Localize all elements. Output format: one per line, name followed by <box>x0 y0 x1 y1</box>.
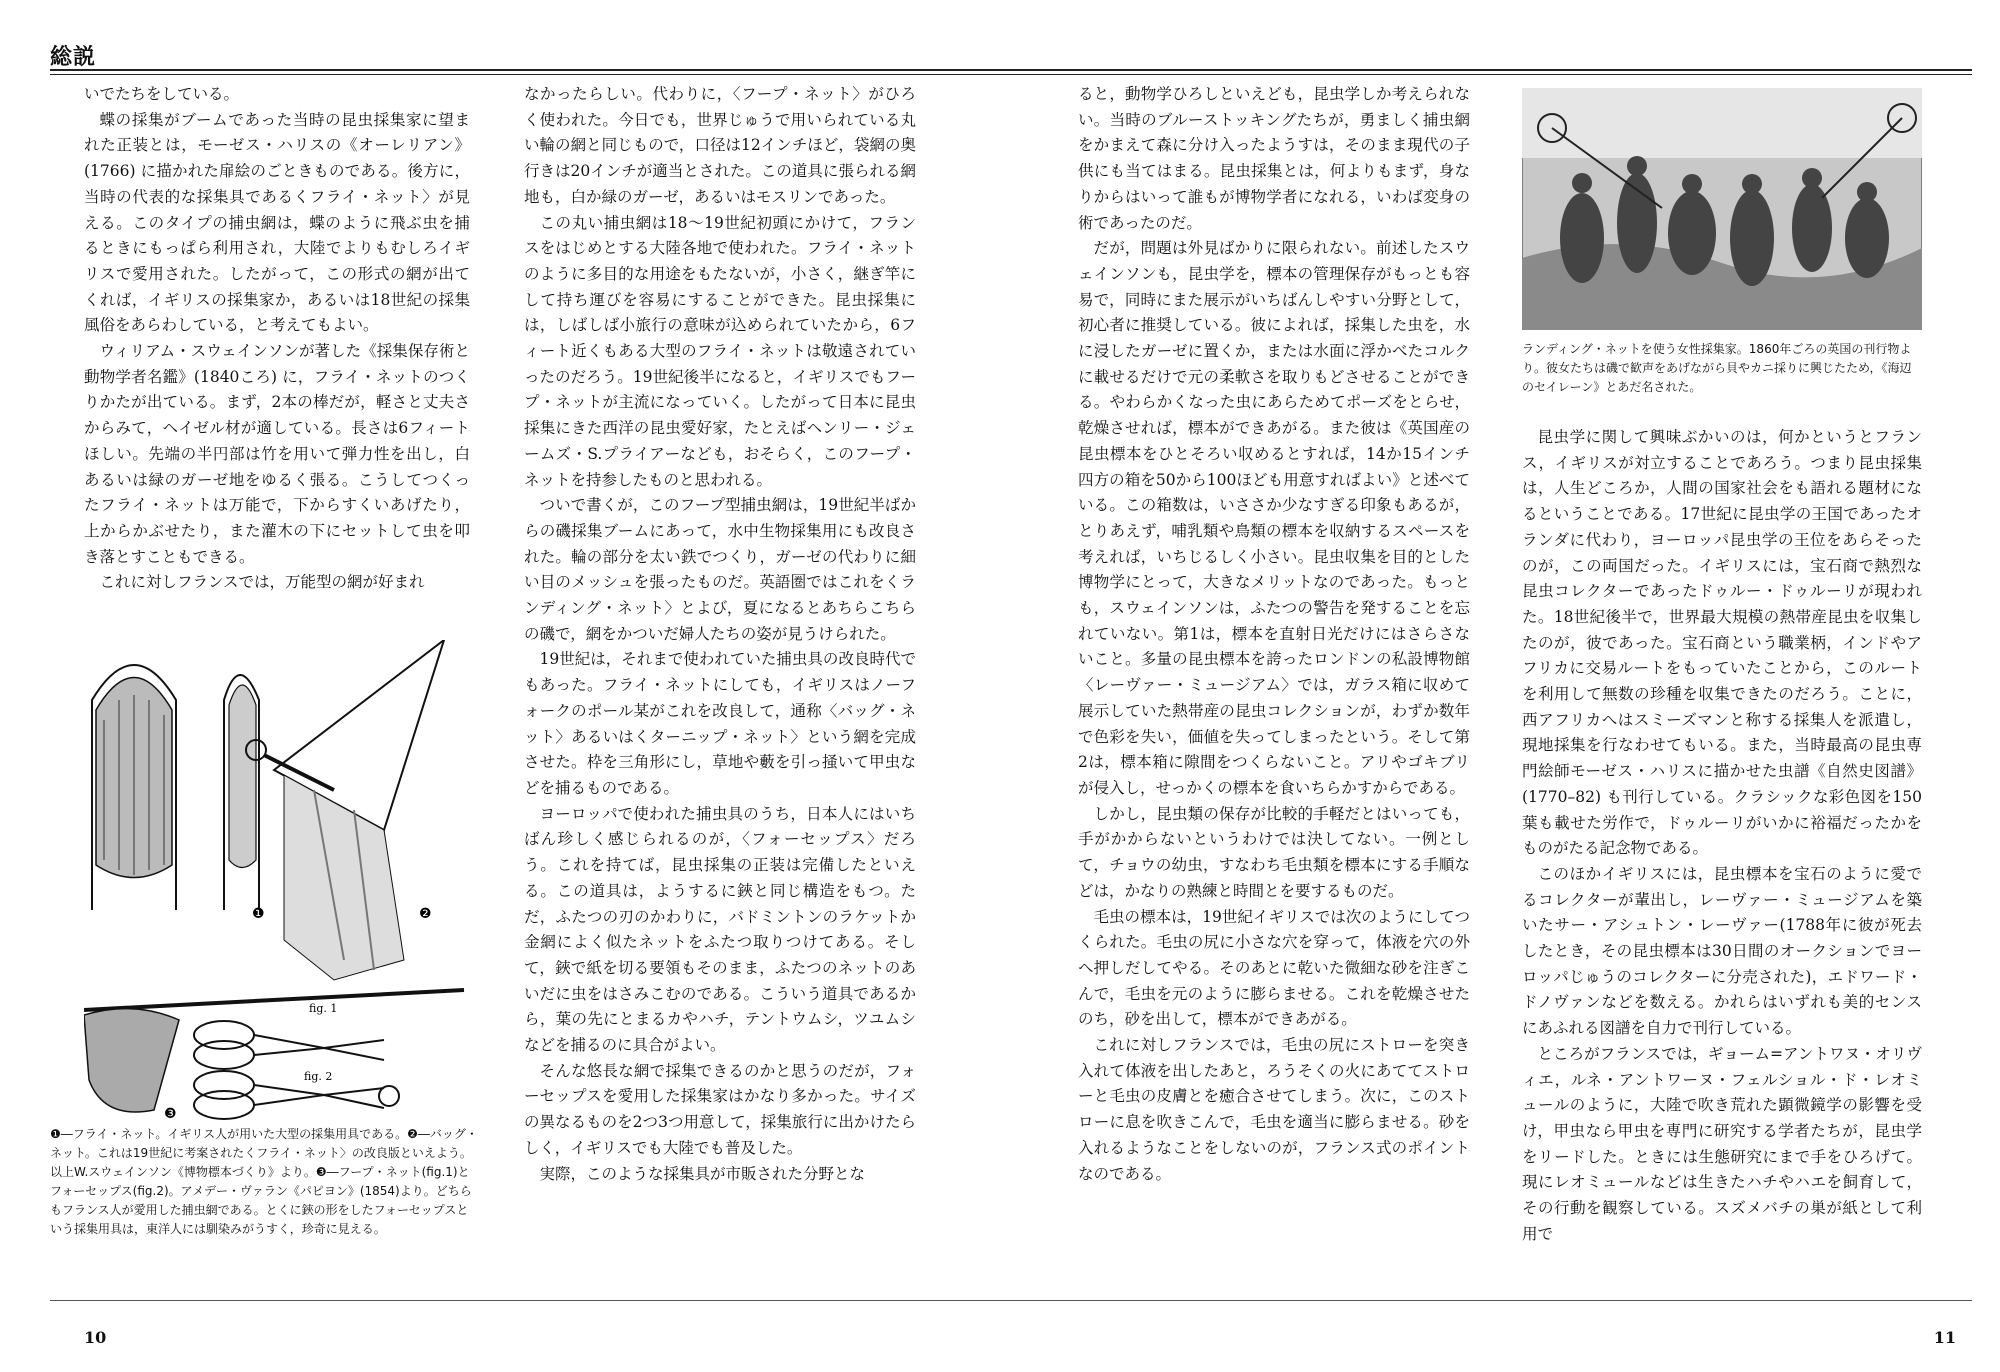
header-rule <box>50 69 1972 71</box>
fig1-label: fig. 1 <box>309 1002 338 1015</box>
figure-number-2: ❷ <box>419 906 432 922</box>
paragraph: ウィリアム・スウェインソンが著した《採集保存術と動物学者名鑑》(1840ころ) に，フライ・ネットのつくりかたが出ている。まず，2本の棒だが，軽さと丈夫さからみて，ヘイゼル材が適している。長さは6フィートほしい。先端の半円部は竹を用いて弾力性を出し，白あるいは緑のガーゼ地をゆるく張る。こうしてつくったフライ・ネットは万能で，下からすくいあげたり，上からかぶせたり，また灌木の下にセットして虫を叩き落とすこともできる。 <box>84 342 470 566</box>
header-rule-thin <box>50 74 1972 75</box>
column-1 <box>84 82 470 596</box>
paragraph: いでたちをしている。 <box>84 85 240 103</box>
paragraph: このほかイギリスには，昆虫標本を宝石のように愛でるコレクターが輩出し，レーヴァー・ミュージアムを築いたサー・アシュトン・レーヴァー(1788年に彼が死去したとき，その昆虫標本は30日間のオークションでヨーロッパじゅうのコレクターに分売された)，エドワード・ドノヴァンなどを数える。かれらはいずれも美的センスにあふれる図譜を自力で刊行している。 <box>1522 864 1922 1038</box>
figure-caption-left: ❶―フライ・ネット。イギリス人が用いた大型の採集用具である。❷―バッグ・ネット。これは19世紀に考案されたくフライ・ネット〉の改良版といえよう。以上W.スウェインソン《博物標本づくり》より。❸―フープ・ネット(fig.1)とフォーセップス(fig.2)。アメデー・ヴァラン《パピヨン》(1854)より。どちらもフランス人が愛用した捕虫網である。とくに鋏の形をしたフォーセップスという採集用具は，東洋人には馴染みがうすく，珍奇に見える。 <box>50 1127 478 1236</box>
paragraph: しかし，昆虫類の保存が比較的手軽だとはいっても，手がかからないというわけでは決してない。一例として，チョウの幼虫，すなわち毛虫類を標本にする手順などは，かなりの熟練と時間とを要するものだ。 <box>1078 804 1470 900</box>
paragraph: 19世紀は，それまで使われていた捕虫具の改良時代でもあった。フライ・ネットにしても，イギリスはノーフォークのポール某がこれを改良して，通称〈バッグ・ネット〉あるいはくターニップ・ネット〉という網を完成させた。枠を三角形にし，草地や藪を引っ掻いて甲虫などを捕るものである。 <box>524 650 916 797</box>
paragraph: 毛虫の標本は，19世紀イギリスでは次のようにしてつくられた。毛虫の尻に小さな穴を穿って，体液を穴の外へ押しだしてやる。そのあとに乾いた微細な砂を注ぎこんで，毛虫を元のように膨らませる。これを乾燥させたのち，砂を出して，標本ができあがる。 <box>1078 907 1470 1029</box>
figure-number-1: ❶ <box>252 906 265 922</box>
figure-number-3: ❸ <box>164 1106 177 1120</box>
paragraph: この丸い捕虫網は18～19世紀初頭にかけて，フランスをはじめとする大陸各地で使われた。フライ・ネットのように多目的な用途をもたないが，小さく，継ぎ竿にして持ち運びを容易にすることができた。昆虫採集には，しばしば小旅行の意味が込められていたから，6フィート近くもある大型のフライ・ネットは敬遠されていったのだろう。19世紀後半になると，イギリスでもフープ・ネットが主流になっていく。したがって日本に昆虫採集にきた西洋の昆虫愛好家，たとえばヘンリー・ジェームズ・S.プライアーなども，おそらく，このフープ・ネットを持参したものと思われる。 <box>524 213 916 489</box>
nets-illustration <box>84 640 484 1120</box>
figure-caption-right: ランディング・ネットを使う女性採集家。1860年ごろの英国の刊行物より。彼女たちは磯で歓声をあげながら貝やカニ採りに興じたため，《海辺のセイレーン》とあだ名された。 <box>1522 342 1912 394</box>
page-number-left: 10 <box>84 1328 107 1347</box>
fig2-label: fig. 2 <box>304 1070 333 1083</box>
paragraph: ヨーロッパで使われた捕虫具のうち，日本人にはいちばん珍しく感じられるのが，〈フォーセップス〉だろう。これを持てば，昆虫採集の正装は完備したといえる。この道具は，ようするに鋏と同じ構造をもつ。ただ，ふたつの刃のかわりに，バドミントンのラケットか金網によく似たネットをふたつ取りつけてある。そして，鋏で紙を切る要領もそのまま，ふたつのネットのあいだに虫をはさみこむのである。こういう道具であるから，葉の先にとまるカやハチ，テントウムシ，ツユムシなどを捕るのに具合がよい。 <box>524 804 916 1055</box>
paragraph: これに対しフランスでは，万能型の網が好まれ <box>99 573 425 592</box>
paragraph: ついで書くが，このフープ型捕虫網は，19世紀半ばからの磯採集ブームにあって，水中生物採集用にも改良された。輪の部分を太い鉄でつくり，ガーゼの代わりに細い目のメッシュを張ったものだ。英語圏ではこれをくランディング・ネット〉とよび，夏になるとあちらこちらの磯で，網をかついだ婦人たちの姿が見うけられた。 <box>524 496 916 643</box>
paragraph: だが，問題は外見ばかりに限られない。前述したスウェインソンも，昆虫学を，標本の管理保存がもっとも容易で，同時にまた展示がいちばんしやすい分野として，初心者に推奨している。彼によれば，採集した虫を，水に浸したガーゼに置くか，または水面に浮かべたコルクに載せるだけで元の柔軟さを取りもどさせることができる。やわらかくなった虫にあらためてポーズをとらせ，乾燥させれば，標本ができあがる。また彼は《英国産の昆虫標本をひとそろい収めるとすれば，14か15インチ四方の箱を50から100ほども用意すればよい》と述べている。この箱数は，いささか少なすぎる印象もあるが，とりあえず，哺乳類や鳥類の標本を収納するスペースを考えれば，いちじるしく小さい。昆虫収集を目的とした博物学にとって，大きなメリットなのであった。もっとも，スウェインソンは，ふたつの警告を発することを忘れていない。第1は，標本を直射日光だけにはさらさないこと。多量の昆虫標本を誇ったロンドンの私設博物館〈レーヴァー・ミュージアム〉では，ガラス箱に収めて展示していた熱帯産の昆虫コレクションが，わずか数年で色彩を失い，価値を失ってしまったという。そして第2は，標本箱に隙間をつくらないこと。アリやゴキブリが侵入し，せっかくの標本を食いちらかすからである。 <box>1078 239 1470 797</box>
paragraph: 蝶の採集がブームであった当時の昆虫採集家に望まれた正装とは，モーゼス・ハリスの《オーレリアン》(1766) に描かれた扉絵のごときものである。後方に，当時の代表的な採集具であるくフライ・ネット〉が見える。このタイプの捕虫網は，蝶のように飛ぶ虫を捕るときにもっぱら利用され，大陸でよりもむしろイギリスで愛用された。したがって，この形式の網が出てくれば，イギリスの採集家か，あるいは18世紀の採集風俗をあらわしている，と考えてもよい。 <box>84 110 470 335</box>
column-3 <box>1078 82 1470 1187</box>
column-2 <box>524 82 916 1187</box>
landing-net-engraving <box>1522 88 1922 330</box>
section-title: 総説 <box>50 45 97 70</box>
column-4 <box>1522 425 1922 1248</box>
paragraph: ところがフランスでは，ギョーム=アントワヌ・オリヴィエ，ルネ・アントワーヌ・フェルショル・ド・レオミュールのように，大陸で吹き荒れた顕微鏡学の影響を受け，甲虫なら甲虫を専門に研究する学者たちが，昆虫学をリードした。ときには生態研究にまで手をひろげて。現にレオミュールなどは生きたハチやハエを飼育して，その行動を観察している。スズメバチの巣が紙として利用で <box>1522 1044 1922 1243</box>
page-number-right: 11 <box>1933 1328 1956 1347</box>
paragraph: 実際，このような採集具が市販された分野とな <box>539 1164 866 1183</box>
footer-rule <box>50 1300 1972 1301</box>
paragraph: そんな悠長な網で採集できるのかと思うのだが，フォーセップスを愛用した採集家はかなり多かった。サイズの異なるものを2つ3つ用意して，採集旅行に出かけたらしく，イギリスでも大陸でも普及した。 <box>524 1061 916 1157</box>
paragraph: なかったらしい。代わりに，〈フープ・ネット〉がひろく使われた。今日でも，世界じゅうで用いられている丸い輪の網と同じもので，口径は12インチほど，袋網の奥行きは20インチが適当とされた。この道具に張られる網地も，白か緑のガーゼ，あるいはモスリンであった。 <box>524 85 916 206</box>
paragraph: これに対しフランスでは，毛虫の尻にストローを突き入れて体液を出したあと，ろうそくの火にあててストローと毛虫の皮膚とを癒合させてしまう。次に，このストローに息を吹きこんで，毛虫を適当に膨らませる。砂を入れるようなことをしないのが，フランス式のポイントなのである。 <box>1078 1036 1470 1183</box>
paragraph: 昆虫学に関して興味ぶかいのは，何かというとフランス，イギリスが対立することであろう。つまり昆虫採集は，人生どころか，人間の国家社会をも語れる題材になるということである。17世紀に昆虫学の王国であったオランダに代わり，ヨーロッパ昆虫学の王位をあらそったのが，この両国だった。イギリスには，宝石商で熱烈な昆虫コレクターであったドゥルー・ドゥルーリが現われた。18世紀後半で，世界最大規模の熱帯産昆虫を収集したのが，彼であった。宝石商という職業柄，インドやアフリカに交易ルートをもっていたことから，このルートを利用して無数の珍種を収集できたのだろう。ことに，西アフリカへはスミーズマンと称する採集人を派遣し，現地採集を行なわせてもいる。また，当時最高の昆虫専門絵師モーゼス・ハリスに描かせた虫譜《自然史図譜》(1770–82) も刊行している。クラシックな彩色図を150葉も載せた労作で，ドゥルーリがいかに裕福だったかをものがたる記念物である。 <box>1522 428 1922 858</box>
paragraph: ると，動物学ひろしといえども，昆虫学しか考えられない。当時のブルーストッキングたちが，勇ましく捕虫網をかまえて森に分け入ったようすは，そのまま現代の子供にも当てはまる。昆虫採集とは，何よりもまず，身なりからはいって誰もが博物学者になれる，いわば変身の術であったのだ。 <box>1078 85 1470 232</box>
